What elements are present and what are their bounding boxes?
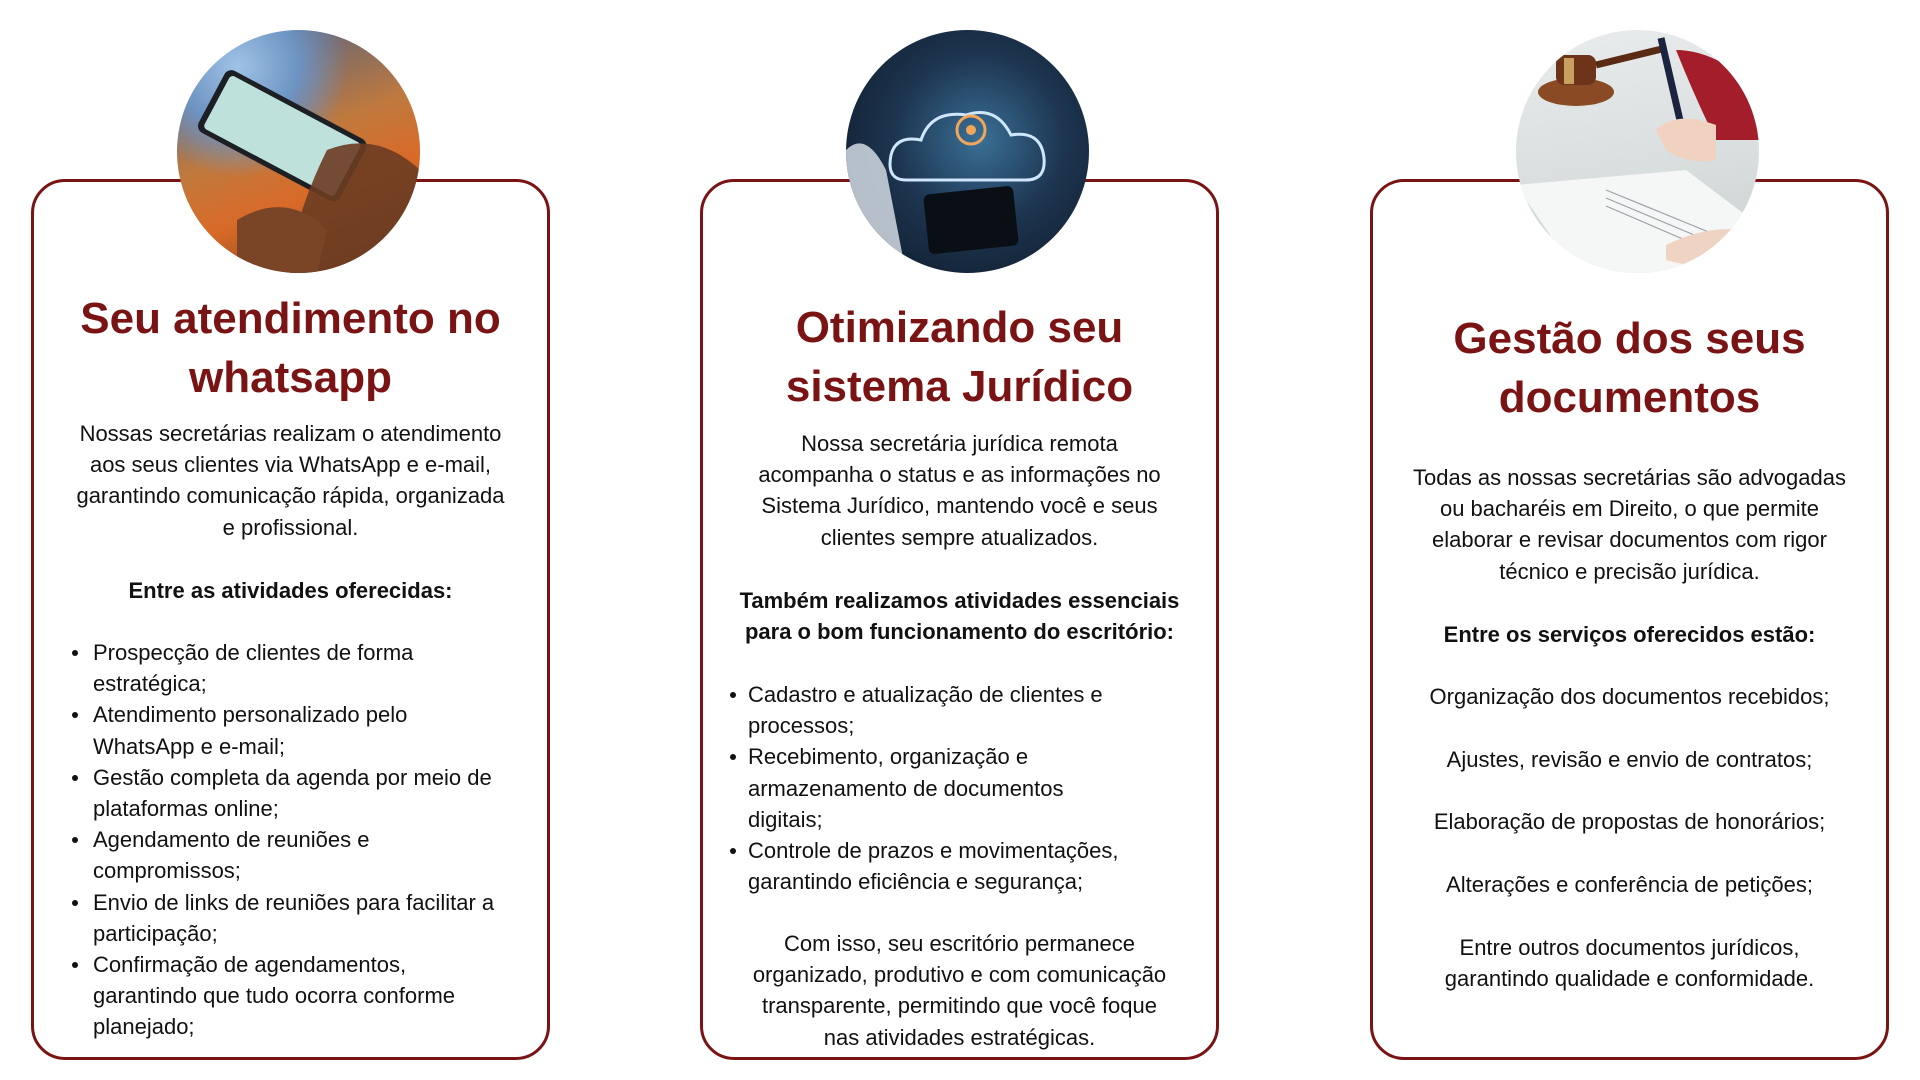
card-whatsapp-service bbox=[31, 179, 550, 1060]
item-line: Atendimento personalizado pelo bbox=[93, 702, 408, 728]
activities-list bbox=[730, 679, 1119, 897]
card-intro bbox=[1373, 462, 1886, 587]
item-line: Entre outros documentos jurídicos, bbox=[1459, 935, 1800, 960]
intro-line: Nossas secretárias realizam o atendimento bbox=[79, 421, 502, 446]
service-item bbox=[1373, 869, 1886, 900]
title-line: documentos bbox=[1498, 373, 1761, 422]
card-closing bbox=[703, 928, 1216, 1053]
gavel-document-signing-photo bbox=[1516, 30, 1759, 273]
list-item bbox=[73, 824, 494, 886]
service-item bbox=[1373, 681, 1886, 712]
list-item bbox=[73, 949, 494, 1043]
intro-line: Sistema Jurídico, mantendo você e seus bbox=[761, 493, 1158, 519]
item-line: armazenamento de documentos bbox=[748, 775, 1064, 801]
item-line: Controle de prazos e movimentações, bbox=[748, 838, 1119, 864]
title-line: Seu atendimento no bbox=[80, 294, 501, 343]
item-line: Agendamento de reuniões e bbox=[93, 827, 370, 853]
intro-line: Todas as nossas secretárias são advogadas bbox=[1413, 465, 1846, 490]
card-subheading bbox=[703, 585, 1216, 647]
item-line: Envio de links de reuniões para facilitar a bbox=[93, 889, 495, 915]
bullet-icon bbox=[730, 848, 736, 854]
card-intro bbox=[34, 418, 547, 543]
card-title bbox=[1373, 309, 1886, 427]
closing-line: Com isso, seu escritório permanece bbox=[784, 931, 1135, 956]
card-title bbox=[34, 289, 547, 407]
item-line: Cadastro e atualização de clientes e bbox=[748, 682, 1103, 707]
item-line: Confirmação de agendamentos, bbox=[93, 952, 407, 978]
title-line: sistema Jurídico bbox=[785, 362, 1134, 411]
closing-line: transparente, permitindo que você foque bbox=[761, 993, 1158, 1019]
intro-line: garantindo comunicação rápida, organizada bbox=[76, 483, 505, 509]
bullet-icon bbox=[730, 692, 736, 698]
item-line: compromissos; bbox=[93, 858, 241, 884]
item-line: estratégica; bbox=[93, 671, 207, 697]
item-line: Prospecção de clientes de forma bbox=[93, 640, 414, 665]
cloud-icon bbox=[846, 30, 1089, 273]
item-line: processos; bbox=[748, 713, 855, 739]
phone-illustration bbox=[177, 30, 420, 273]
bullet-icon bbox=[72, 775, 78, 781]
item-line: plataformas online; bbox=[93, 796, 279, 822]
list-item bbox=[73, 699, 494, 761]
cloud-technology-tablet-photo bbox=[846, 30, 1089, 273]
item-line: Elaboração de propostas de honorários; bbox=[1433, 809, 1826, 834]
activities-list bbox=[73, 637, 494, 1043]
item-line: participação; bbox=[93, 920, 218, 946]
gavel-pen-illustration bbox=[1516, 30, 1759, 273]
item-line: digitais; bbox=[748, 806, 823, 832]
intro-line: aos seus clientes via WhatsApp e e-mail, bbox=[89, 452, 492, 478]
smartphone-whatsapp-photo bbox=[177, 30, 420, 273]
item-line: Organização dos documentos recebidos; bbox=[1429, 684, 1830, 709]
intro-line: acompanha o status e as informações no bbox=[758, 462, 1161, 488]
item-line: Recebimento, organização e bbox=[748, 744, 1029, 770]
subheading-line: Também realizamos atividades essenciais bbox=[739, 588, 1180, 613]
title-line: Otimizando seu bbox=[795, 303, 1124, 352]
bullet-icon bbox=[72, 900, 78, 906]
subheading-line: Entre os serviços oferecidos estão: bbox=[1443, 622, 1816, 647]
item-line: planejado; bbox=[93, 1014, 195, 1040]
title-line: Gestão dos seus bbox=[1453, 314, 1806, 363]
list-item bbox=[730, 741, 1119, 835]
service-item bbox=[1373, 806, 1886, 837]
bullet-icon bbox=[72, 962, 78, 968]
subheading-line: para o bom funcionamento do escritório: bbox=[744, 619, 1175, 645]
title-line: whatsapp bbox=[189, 353, 392, 402]
card-document-management bbox=[1370, 179, 1889, 1060]
item-line: garantindo que tudo ocorra conforme bbox=[93, 983, 456, 1009]
item-line: Alterações e conferência de petições; bbox=[1446, 872, 1813, 897]
item-line: Ajustes, revisão e envio de contratos; bbox=[1446, 747, 1813, 772]
closing-line: nas atividades estratégicas. bbox=[823, 1024, 1096, 1050]
list-item bbox=[73, 762, 494, 824]
subheading-line: Entre as atividades oferecidas: bbox=[128, 578, 453, 603]
item-line: garantindo qualidade e conformidade. bbox=[1444, 966, 1815, 992]
list-item bbox=[73, 637, 494, 699]
item-line: WhatsApp e e-mail; bbox=[93, 733, 285, 759]
intro-line: ou bacharéis em Direito, o que permite bbox=[1439, 496, 1820, 522]
list-item bbox=[730, 835, 1119, 897]
card-subheading bbox=[34, 575, 547, 606]
service-item bbox=[1373, 932, 1886, 994]
intro-line: clientes sempre atualizados. bbox=[820, 524, 1099, 550]
card-legal-system bbox=[700, 179, 1219, 1060]
item-line: Gestão completa da agenda por meio de bbox=[93, 764, 492, 790]
intro-line: e profissional. bbox=[222, 514, 359, 540]
intro-line: Nossa secretária jurídica remota bbox=[801, 431, 1118, 456]
intro-line: elaborar e revisar documentos com rigor bbox=[1432, 527, 1827, 553]
closing-line: organizado, produtivo e com comunicação bbox=[752, 962, 1167, 988]
item-line: garantindo eficiência e segurança; bbox=[748, 869, 1084, 895]
list-item bbox=[730, 679, 1119, 741]
service-item bbox=[1373, 744, 1886, 775]
card-intro bbox=[703, 428, 1216, 553]
list-item bbox=[73, 887, 494, 949]
card-title bbox=[703, 298, 1216, 416]
card-subheading bbox=[1373, 619, 1886, 650]
bullet-icon bbox=[72, 650, 78, 656]
intro-line: técnico e precisão jurídica. bbox=[1499, 558, 1760, 584]
